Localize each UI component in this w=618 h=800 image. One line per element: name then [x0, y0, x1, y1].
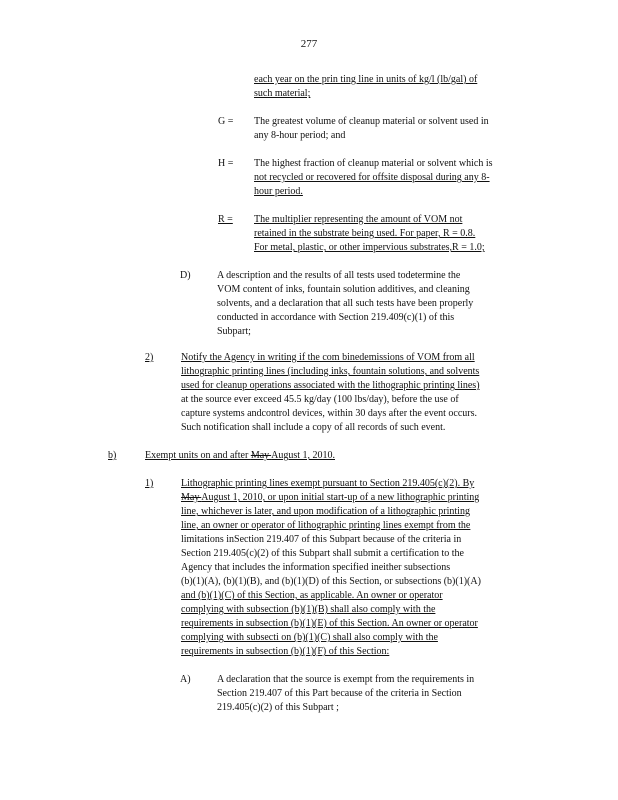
text-line	[181, 506, 470, 518]
text-line	[181, 394, 459, 406]
text-line	[181, 618, 478, 630]
line-text: line, whichever is later, and upon modification of a lithographic printing	[181, 506, 470, 517]
text-line	[181, 646, 389, 658]
line-text: G =	[218, 116, 234, 127]
line-text: A declaration that the source is exempt from the requirements in	[217, 674, 475, 685]
line-text: 219.405(c)(2) of this Subpart ;	[217, 702, 339, 713]
line-text: capture systems andcontrol devices, within 30 days after the event occurs.	[181, 408, 478, 419]
text-line	[217, 326, 251, 338]
text-line	[181, 548, 464, 560]
line-text: A description and the results of all tests used todetermine the	[217, 270, 461, 281]
text-line	[145, 450, 335, 462]
text-line	[254, 214, 462, 226]
text-line	[181, 590, 443, 602]
line-text: used for cleanup operations associated with the lithographic printing lines)	[181, 380, 480, 391]
line-text: R =	[218, 214, 233, 225]
page-number: 277	[300, 38, 318, 50]
text-line	[181, 492, 479, 504]
text-line	[254, 242, 485, 254]
text-line	[254, 228, 475, 240]
text-line	[180, 270, 191, 282]
line-text: and (b)(1)(C) of this Section, as applicable. An owner or operator	[181, 590, 443, 601]
text-line	[217, 688, 462, 700]
text-line	[217, 674, 474, 686]
line-text: lithographic printing lines (including inks, fountain solutions, and solvents	[181, 366, 480, 377]
line-text: Subpart;	[217, 326, 251, 337]
text-line	[217, 298, 473, 310]
line-text: For metal, plastic, or other impervious substrates,R = 1.0;	[254, 242, 485, 253]
text-line	[217, 702, 339, 714]
text-line	[217, 284, 470, 296]
line-text: at the source ever exceed 45.5 kg/day (100 lbs/day), before the use of	[181, 394, 459, 405]
struck-text: May	[250, 450, 272, 461]
text-line	[181, 352, 475, 364]
text-line	[181, 632, 438, 644]
text-line	[217, 312, 454, 324]
line-text: 2)	[145, 352, 154, 363]
text-line	[218, 158, 233, 170]
text-line	[181, 408, 477, 420]
line-text: conducted in accordance with Section 219.409(c)(1) of this	[217, 312, 455, 323]
text-line	[180, 674, 191, 686]
line-text: Notify the Agency in writing if the com binedemissions of VOM from all	[181, 352, 475, 363]
line-text: hour period.	[254, 186, 303, 197]
line-text: any 8-hour period; and	[254, 130, 346, 141]
line-text: (b)(1)(A), (b)(1)(B), and (b)(1)(D) of this Section, or subsections (b)(1)(A)	[181, 576, 481, 587]
line-text: retained in the substrate being used. For paper, R = 0.8.	[254, 228, 476, 239]
line-text: H =	[218, 158, 234, 169]
text-line	[181, 422, 445, 434]
line-text: Section 219.405(c)(2) of this Subpart shall submit a certification to the	[181, 548, 464, 559]
line-text: The greatest volume of cleanup material or solvent used in	[254, 116, 489, 127]
text-line	[218, 214, 233, 226]
text-line	[181, 366, 479, 378]
text-line	[145, 478, 153, 490]
text-line	[254, 172, 490, 184]
line-text: A)	[180, 674, 191, 685]
text-line	[181, 478, 474, 490]
line-text: D)	[180, 270, 191, 281]
line-text: complying with subsecti on (b)(1)(C) shall also comply with the	[181, 632, 438, 643]
line-text: line, an owner or operator of lithographic printing lines exempt from the	[181, 520, 471, 531]
line-text: VOM content of inks, fountain solution additives, and cleaning	[217, 284, 470, 295]
line-text: Section 219.407 of this Part because of the criteria in Section	[217, 688, 462, 699]
text-line	[145, 352, 153, 364]
line-text: such material;	[254, 88, 311, 99]
line-text: each year on the prin ting line in units of kg/l (lb/gal) of	[254, 74, 478, 85]
text-line	[254, 186, 303, 198]
line-text: August 1, 2010, or upon initial start-up of a new lithographic printing	[201, 492, 480, 503]
text-line	[108, 450, 116, 462]
text-line	[254, 74, 477, 86]
text-line	[181, 520, 470, 532]
text-line	[181, 380, 480, 392]
line-text: b)	[108, 450, 117, 461]
line-text: requirements in subsection (b)(1)(F) of this Section:	[181, 646, 390, 657]
line-text: Lithographic printing lines exempt pursuant to Section 219.405(c)(2). By	[181, 478, 475, 489]
text-line	[181, 604, 435, 616]
text-line	[254, 88, 310, 100]
line-text: not recycled or recovered for offsite disposal during any 8-	[254, 172, 490, 183]
line-text: requirements in subsection (b)(1)(E) of this Section. An owner or operator	[181, 618, 478, 629]
line-text: Such notification shall include a copy of all records of such event.	[181, 422, 446, 433]
text-line	[181, 534, 461, 546]
line-text: limitations inSection 219.407 of this Subpart because of the criteria in	[181, 534, 462, 545]
text-line	[217, 270, 460, 282]
line-text: Exempt units on and after	[145, 450, 251, 461]
line-text: August 1, 2010.	[271, 450, 335, 461]
line-text: The multiplier representing the amount of VOM not	[254, 214, 463, 225]
text-line	[254, 116, 489, 128]
text-line	[181, 576, 481, 588]
struck-text: May	[181, 492, 202, 503]
text-line	[254, 130, 345, 142]
line-text: solvents, and a declaration that all such tests have been properly	[217, 298, 474, 309]
text-line	[181, 562, 450, 574]
text-line	[218, 116, 233, 128]
text-line	[254, 158, 493, 170]
line-text: Agency that includes the information specified ineither subsections	[181, 562, 451, 573]
line-text: 1)	[145, 478, 154, 489]
line-text: The highest fraction of cleanup material or solvent which is	[254, 158, 493, 169]
line-text: complying with subsection (b)(1)(B) shall also comply with the	[181, 604, 436, 615]
